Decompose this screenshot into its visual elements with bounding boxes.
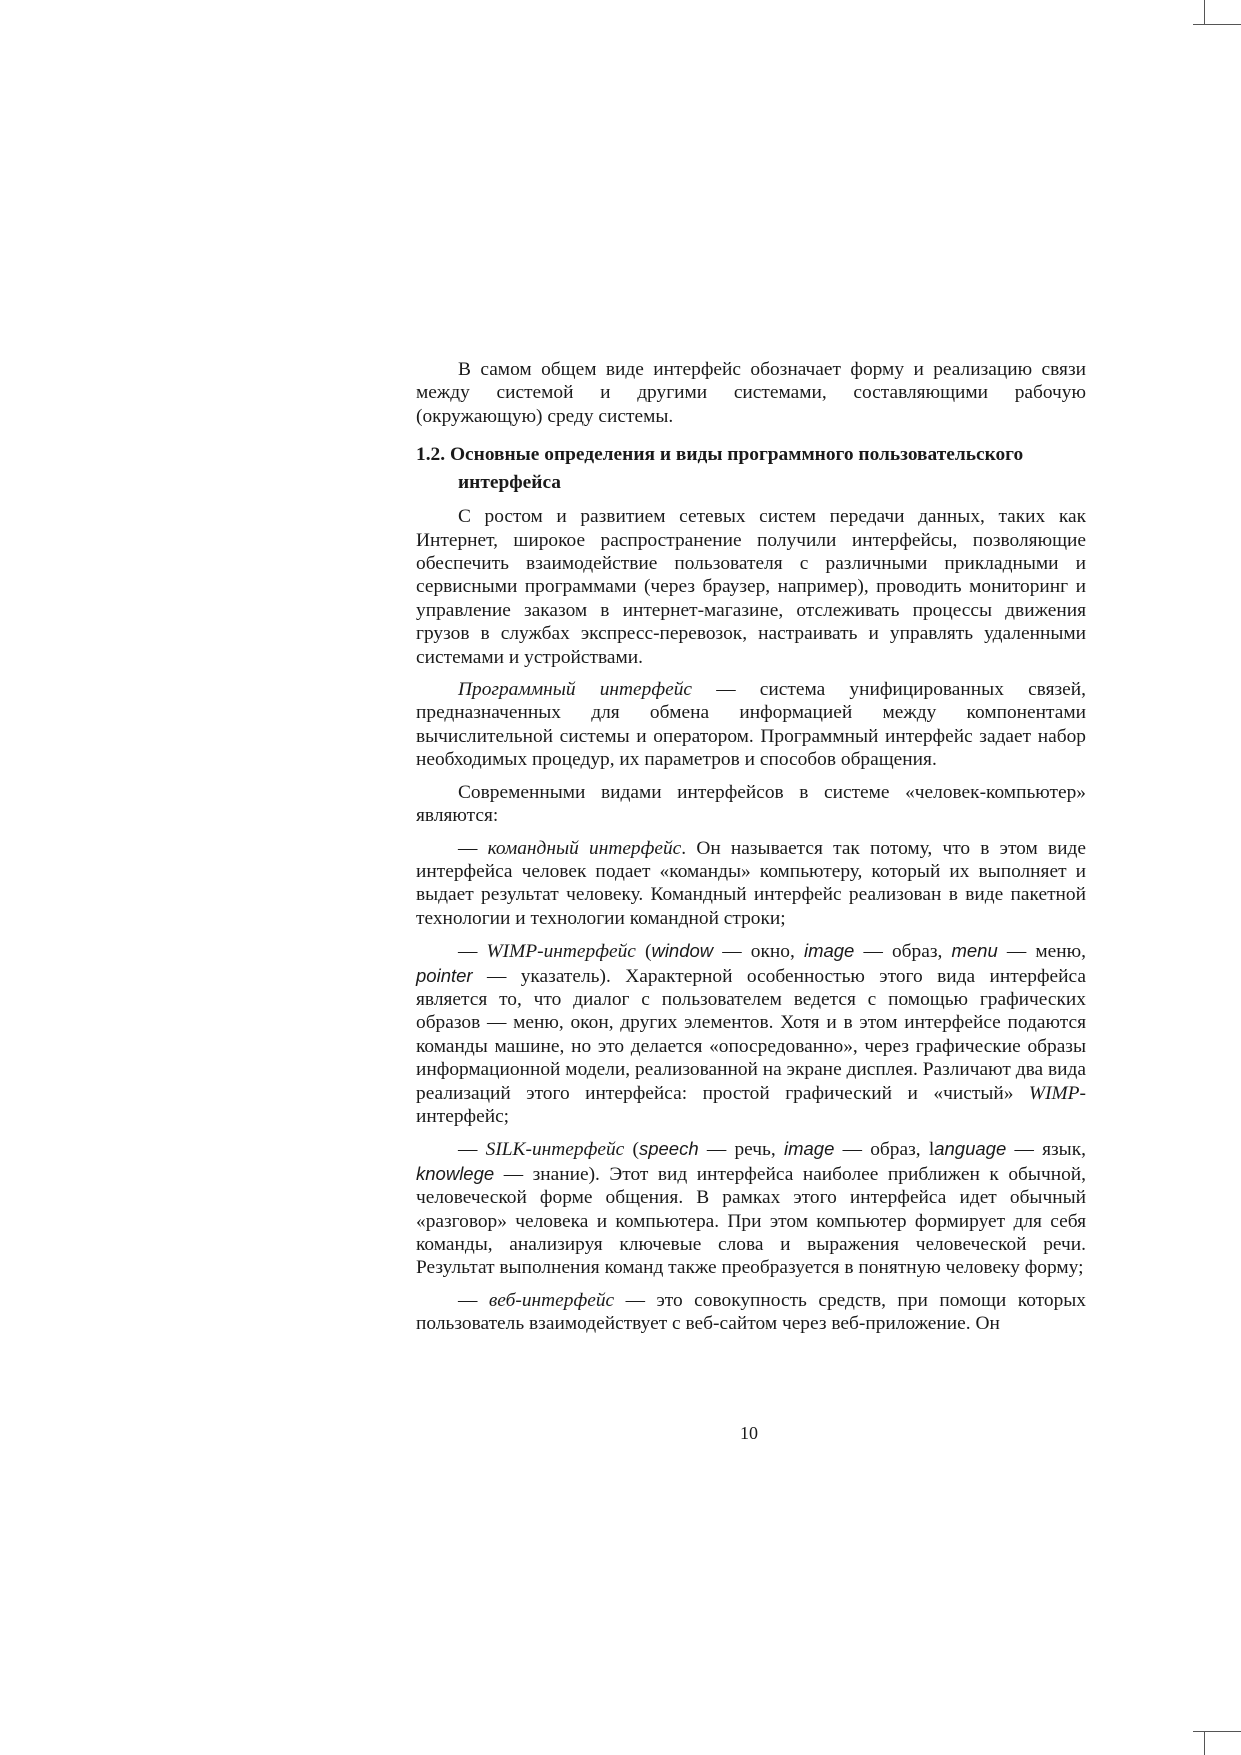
intro-paragraph	[416, 358, 1086, 428]
wimp-open-paren: (	[635, 941, 652, 963]
silk-text: — знание). Этот вид интерфейса наиболее приближен к обычной, человеческой форме общения. В рамках этого интерфейса идет обычный «разговор» человека и компьютера. При этом компьютер формирует для себя команды, анализируя ключевые слова и выражения человеческой речи. Результат выполнения команд также преобразуется в понятную человеку форму;	[416, 1163, 1086, 1279]
list-dash: —	[458, 837, 488, 859]
section-heading	[416, 441, 1086, 497]
crop-mark-top-vertical	[1204, 0, 1205, 24]
silk-gloss-3: — язык,	[1006, 1139, 1086, 1161]
wimp-term: WIMP-интерфейс	[486, 941, 636, 963]
silk-word-speech: speech	[638, 1138, 699, 1160]
wimp-abbrev: WIMP	[1028, 1082, 1080, 1104]
wimp-word-pointer: pointer	[416, 964, 473, 986]
page-number: 10	[740, 1423, 758, 1443]
command-term: командный интерфейс	[487, 837, 682, 859]
list-item-command	[416, 837, 1086, 931]
silk-term: SILK-интерфейс	[485, 1139, 625, 1161]
page-body	[416, 358, 1086, 1345]
definition-term: Программный интерфейс	[458, 679, 693, 701]
web-term: веб-интерфейс	[488, 1289, 615, 1311]
list-item-silk	[416, 1137, 1086, 1279]
web-text: — это совокупность средств, при помощи которых пользователь взаимодействует с веб-сайтом через веб-приложение. Он	[416, 1289, 1086, 1335]
types-intro-text: Современными видами интерфейсов в системе «человек-компьютер» являются:	[416, 781, 1086, 827]
list-item-wimp	[416, 939, 1086, 1128]
crop-mark-top-horizontal	[1193, 24, 1241, 25]
section-title: Основные определения и виды программного пользовательского интерфейса	[449, 444, 1024, 494]
command-text: . Он называется так потому, что в этом виде интерфейса человек подает «команды» компьютеру, который их выполняет и выдает результат человеку. Командный интерфейс реализован в виде пакетной технологии и технологии командной строки;	[416, 837, 1086, 929]
section-number: 1.2.	[416, 444, 446, 466]
list-dash: —	[458, 941, 487, 963]
crop-mark-bottom-horizontal	[1193, 1731, 1241, 1732]
wimp-end: -интерфейс;	[416, 1082, 1086, 1127]
silk-open-paren: (	[624, 1139, 639, 1161]
wimp-word-image: image	[803, 940, 855, 962]
list-dash: —	[458, 1139, 486, 1161]
silk-word-knowlege: knowlege	[416, 1162, 495, 1184]
wimp-word-window: window	[651, 940, 714, 962]
wimp-gloss-1: — окно,	[713, 941, 804, 963]
intro-text: В самом общем виде интерфейс обозначает форму и реализацию связи между системой и другими системами, составляющими рабочую (окружающую) среду системы.	[416, 359, 1086, 427]
wimp-gloss-3: — меню,	[997, 941, 1086, 963]
definition-text: — система унифицированных связей, предназначенных для обмена информацией между компонентами вычислительной системы и оператором. Программный интерфейс задает набор необходимых процедур, их параметров и способов обращения.	[416, 679, 1086, 771]
list-dash: —	[458, 1289, 489, 1311]
silk-word-image: image	[783, 1138, 835, 1160]
wimp-word-menu: menu	[951, 940, 998, 962]
growth-paragraph	[416, 505, 1086, 669]
definition-paragraph	[416, 678, 1086, 772]
silk-gloss-2: — образ, l	[834, 1139, 935, 1161]
wimp-gloss-2: — образ,	[854, 941, 952, 963]
silk-gloss-1: — речь,	[698, 1139, 784, 1161]
types-intro-paragraph	[416, 781, 1086, 828]
silk-word-language: anguage	[934, 1138, 1007, 1160]
crop-mark-bottom-vertical	[1204, 1731, 1205, 1755]
growth-text: С ростом и развитием сетевых систем передачи данных, таких как Интернет, широкое распространение получили интерфейсы, позволяющие обеспечить взаимодействие пользователя с различными прикладными и сервисными программами (через браузер, например), проводить мониторинг и управление заказом в интернет-магазине, отслеживать процессы движения грузов в службах экспресс-перевозок, настраивать и управлять удаленными системами и устройствами.	[416, 506, 1086, 668]
wimp-text: — указатель). Характерной особенностью этого вида интерфейса является то, что диалог с пользователем ведется с помощью графических образов — меню, окон, других элементов. Хотя и в этом интерфейсе подаются команды машине, но это делается «опосредованно», через графические образы информационной модели, реализованной на экране дисплея. Различают два вида реализаций этого интерфейса: простой графический и «чистый»	[416, 965, 1086, 1104]
list-item-web	[416, 1289, 1086, 1336]
